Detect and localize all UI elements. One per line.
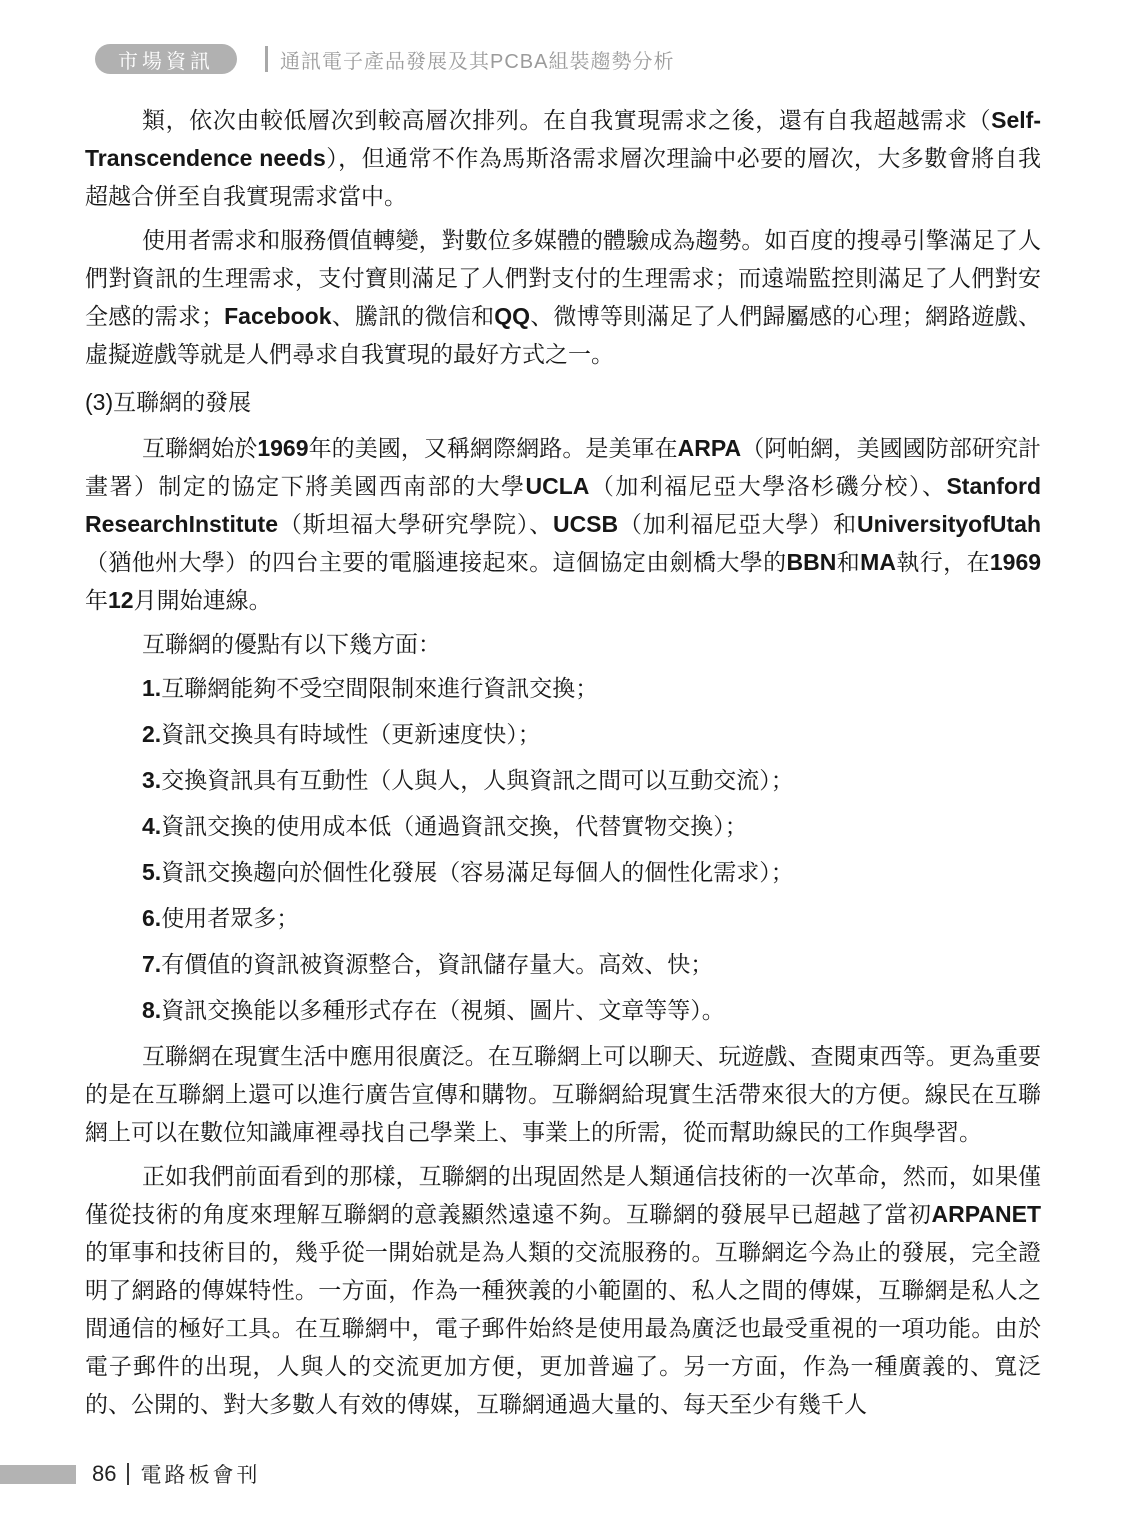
list-item: 3.交換資訊具有互動性（人與人，人與資訊之間可以互動交流）；: [142, 767, 794, 793]
journal-name: 電路板會刊: [140, 1464, 261, 1487]
page-footer: [0, 1462, 260, 1486]
footer-bar-decoration: [0, 1465, 76, 1484]
header-divider: [265, 46, 268, 72]
list-item: 8.資訊交換能以多種形式存在（視頻、圖片、文章等等）。: [142, 997, 725, 1023]
list-item: 4.資訊交換的使用成本低（通過資訊交換，代替實物交換）；: [142, 813, 748, 839]
page-number: 86: [92, 1461, 117, 1486]
advantages-list: [85, 669, 1041, 1029]
article-title: 通訊電子產品發展及其PCBA組裝趨勢分析: [280, 50, 675, 73]
page-header: [95, 44, 1063, 74]
list-item: 6.使用者眾多；: [142, 905, 300, 931]
paragraph-advantages-intro: 互聯網的優點有以下幾方面：: [142, 631, 441, 657]
paragraph-user-needs: 使用者需求和服務價值轉變，對數位多媒體的體驗成為趨勢。如百度的搜尋引擎滿足了人們對資訊的生理需求，支付寶則滿足了人們對支付的生理需求；而遠端監控則滿足了人們對安全感的需求；Facebook、騰訊的微信和QQ、微博等則滿足了人們歸屬感的心理；網路遊戲、虛擬遊戲等就是人們尋求自我實現的最好方式之一。: [85, 227, 1042, 367]
section-badge: 市場資訊: [95, 44, 237, 74]
article-body: [85, 101, 1041, 1429]
section-heading-internet-development: (3)互聯網的發展: [85, 389, 252, 415]
footer-divider: [127, 1463, 129, 1485]
paragraph-internet-origin: 互聯網始於1969年的美國，又稱網際網路。是美軍在ARPA（阿帕網，美國國防部研究計畫署）制定的協定下將美國西南部的大學UCLA（加利福尼亞大學洛杉磯分校）、Stanford ResearchInstitute（斯坦福大學研究學院）、UCSB（加利福尼亞大學）和UniversityofUtah（猶他州大學）的四台主要的電腦連接起來。這個協定由劍橋大學的BBN和MA執行，在1969年12月開始連線。: [85, 435, 1042, 613]
list-item: 7.有價值的資訊被資源整合，資訊儲存量大。高效、快；: [142, 951, 714, 977]
paragraph-internet-applications: 互聯網在現實生活中應用很廣泛。在互聯網上可以聊天、玩遊戲、查閱東西等。更為重要的是在互聯網上還可以進行廣告宣傳和購物。互聯網給現實生活帶來很大的方便。線民在互聯網上可以在數位知識庫裡尋找自己學業上、事業上的所需，從而幫助線民的工作與學習。: [85, 1043, 1041, 1145]
paragraph-internet-media: 正如我們前面看到的那樣，互聯網的出現固然是人類通信技術的一次革命，然而，如果僅僅從技術的角度來理解互聯網的意義顯然遠遠不夠。互聯網的發展早已超越了當初ARPANET的軍事和技術目的，幾乎從一開始就是為人類的交流服務的。互聯網迄今為止的發展，完全證明了網路的傳媒特性。一方面，作為一種狹義的小範圍的、私人之間的傳媒，互聯網是私人之間通信的極好工具。在互聯網中，電子郵件始終是使用最為廣泛也最受重視的一項功能。由於電子郵件的出現，人與人的交流更加方便，更加普遍了。另一方面，作為一種廣義的、寬泛的、公開的、對大多數人有效的傳媒，互聯網通過大量的、每天至少有幾千人: [85, 1163, 1041, 1417]
list-item: 1.互聯網能夠不受空間限制來進行資訊交換；: [142, 675, 599, 701]
list-item: 2.資訊交換具有時域性（更新速度快）；: [142, 721, 541, 747]
list-item: 5.資訊交換趨向於個性化發展（容易滿足每個人的個性化需求）；: [142, 859, 794, 885]
paragraph-maslow: 類，依次由較低層次到較高層次排列。在自我實現需求之後，還有自我超越需求（Self-Transcendence needs），但通常不作為馬斯洛需求層次理論中必要的層次，大多數會將自我超越合併至自我實現需求當中。: [85, 107, 1041, 209]
